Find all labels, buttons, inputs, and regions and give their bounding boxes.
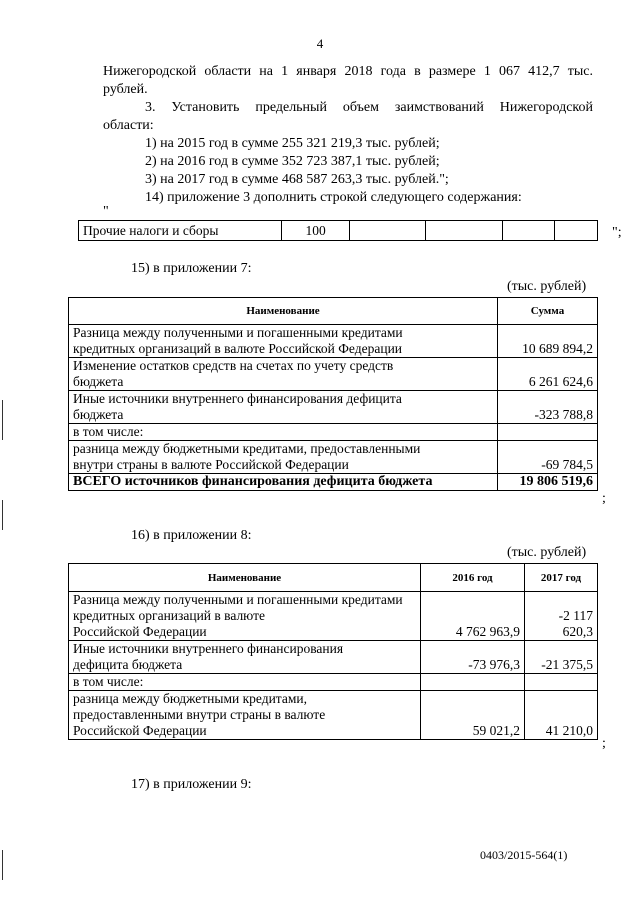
col-header-name: Наименование <box>69 564 421 592</box>
cell-name: Разница между полученными и погашенными кредитами кредитных организаций в валюте Российской Федерации <box>69 592 421 641</box>
table-row <box>69 592 598 641</box>
row14-empty-cell <box>349 221 425 241</box>
cell-value-2017: -2 117 620,3 <box>525 592 598 641</box>
appendix7-table <box>68 297 598 491</box>
appendix3-row-table <box>78 220 598 241</box>
cell-value-2017 <box>525 674 598 691</box>
row14-empty-cell <box>426 221 502 241</box>
table8-end-mark: ; <box>602 736 606 751</box>
cell-name: в том числе: <box>69 424 498 441</box>
text-line: 2) на 2016 год в сумме 352 723 387,1 тыс. рублей; <box>145 154 440 169</box>
col-header-sum: Сумма <box>498 298 598 325</box>
cell-name: ВСЕГО источников финансирования дефицита бюджета <box>69 474 498 491</box>
page-number: 4 <box>316 36 324 51</box>
item15-heading: 15) в приложении 7: <box>131 261 252 276</box>
cell-value-2016: 59 021,2 <box>421 691 525 740</box>
cell-value: 6 261 624,6 <box>498 358 598 391</box>
cell-name: в том числе: <box>69 674 421 691</box>
row14-empty-cell <box>502 221 554 241</box>
cell-name: Иные источники внутреннего финансирования дефицита бюджета <box>69 641 421 674</box>
text-line: Нижегородской области на 1 января 2018 года в размере 1 067 412,7 тыс. <box>103 64 593 79</box>
col-header-name: Наименование <box>69 298 498 325</box>
table-row <box>69 691 598 740</box>
scan-edge-mark <box>2 850 3 880</box>
table-row <box>69 325 598 358</box>
text-line: 3. Установить предельный объем заимствований Нижегородской <box>145 100 593 115</box>
item17-heading: 17) в приложении 9: <box>131 777 252 792</box>
cell-value-2017: 41 210,0 <box>525 691 598 740</box>
open-quote: " <box>103 204 109 219</box>
text-line: 1) на 2015 год в сумме 255 321 219,3 тыс. рублей; <box>145 136 440 151</box>
table-row <box>69 441 598 474</box>
scan-edge-mark <box>2 400 3 440</box>
item16-heading: 16) в приложении 8: <box>131 528 252 543</box>
cell-value-2017: -21 375,5 <box>525 641 598 674</box>
units-label: (тыс. рублей) <box>507 279 587 294</box>
text-line: рублей. <box>103 82 148 97</box>
row14-empty-cell <box>555 221 598 241</box>
document-code-footer: 0403/2015-564(1) <box>480 848 568 862</box>
table-row <box>69 358 598 391</box>
cell-value-2016: 4 762 963,9 <box>421 592 525 641</box>
row14-name: Прочие налоги и сборы <box>79 221 282 241</box>
cell-name: разница между бюджетными кредитами, предоставленными внутри страны в валюте Российской Федерации <box>69 441 498 474</box>
cell-value: 19 806 519,6 <box>498 474 598 491</box>
cell-name: Иные источники внутреннего финансирования дефицита бюджета <box>69 391 498 424</box>
row14-close-quote: "; <box>612 225 622 240</box>
scan-edge-mark <box>2 500 3 530</box>
table-row <box>69 674 598 691</box>
cell-name: разница между бюджетными кредитами, предоставленными внутри страны в валюте Российской Федерации <box>69 691 421 740</box>
text-line: 3) на 2017 год в сумме 468 587 263,3 тыс. рублей."; <box>145 172 449 187</box>
cell-value: -323 788,8 <box>498 391 598 424</box>
cell-name: Изменение остатков средств на счетах по учету средств бюджета <box>69 358 498 391</box>
cell-value-2016 <box>421 674 525 691</box>
cell-value: -69 784,5 <box>498 441 598 474</box>
table-row <box>69 641 598 674</box>
text-line: 14) приложение 3 дополнить строкой следующего содержания: <box>145 190 522 205</box>
text-line: области: <box>103 118 154 133</box>
cell-value <box>498 424 598 441</box>
table-row <box>69 391 598 424</box>
col-header-2016: 2016 год <box>421 564 525 592</box>
table7-end-mark: ; <box>602 491 606 506</box>
table-row <box>69 424 598 441</box>
cell-value: 10 689 894,2 <box>498 325 598 358</box>
col-header-2017: 2017 год <box>525 564 598 592</box>
cell-name: Разница между полученными и погашенными кредитами кредитных организаций в валюте Российской Федерации <box>69 325 498 358</box>
table-row-total <box>69 474 598 491</box>
units-label: (тыс. рублей) <box>507 545 587 560</box>
row14-code: 100 <box>282 221 350 241</box>
appendix8-table <box>68 563 598 740</box>
cell-value-2016: -73 976,3 <box>421 641 525 674</box>
